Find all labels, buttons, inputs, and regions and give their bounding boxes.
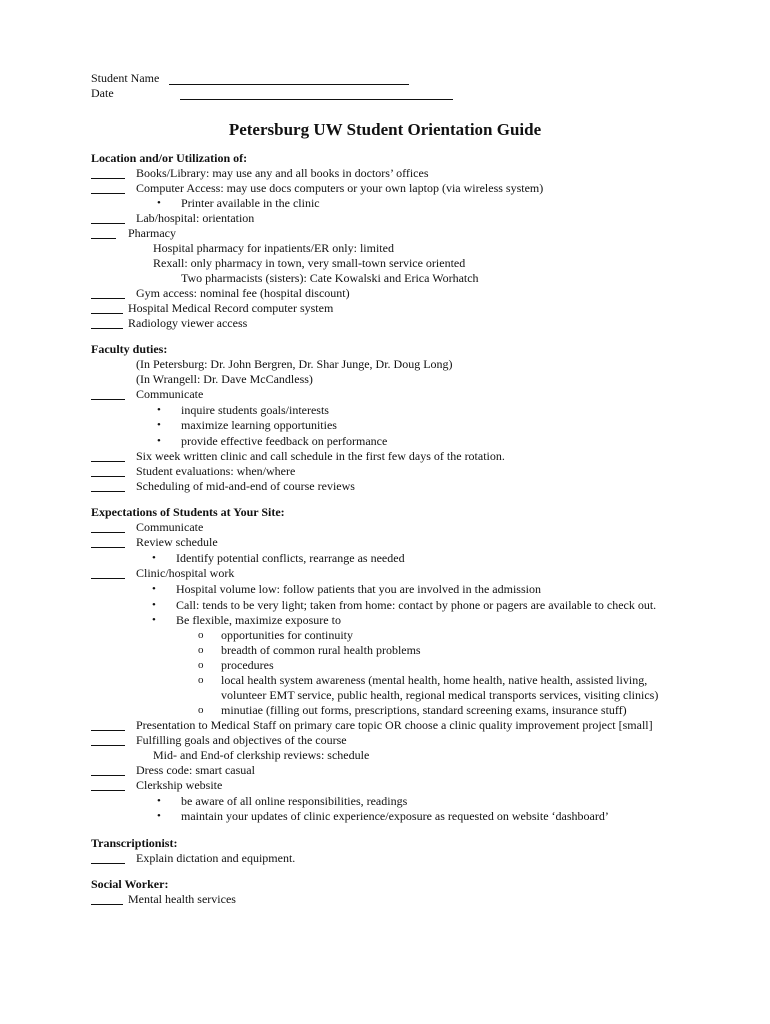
checkbox-blank[interactable]	[91, 491, 125, 492]
list-item: provide effective feedback on performance	[181, 434, 388, 448]
checkbox-blank[interactable]	[91, 578, 125, 579]
expectations-heading: Expectations of Students at Your Site:	[91, 505, 285, 519]
list-item: minutiae (filling out forms, prescriptions, standard screening exams, insurance stuff)	[221, 703, 627, 717]
list-item: Pharmacy	[128, 226, 176, 240]
bullet-icon: •	[157, 810, 161, 822]
list-item: Lab/hospital: orientation	[136, 211, 255, 225]
list-item: Six week written clinic and call schedule in the first few days of the rotation.	[136, 449, 505, 463]
location-heading: Location and/or Utilization of:	[91, 151, 248, 165]
transcriptionist-heading: Transcriptionist:	[91, 836, 178, 850]
checkbox-blank[interactable]	[91, 790, 125, 791]
list-item: breadth of common rural health problems	[221, 643, 421, 657]
list-item: opportunities for continuity	[221, 628, 353, 642]
bullet-icon: •	[157, 419, 161, 431]
checkbox-blank[interactable]	[91, 193, 125, 194]
list-item: inquire students goals/interests	[181, 403, 329, 417]
checkbox-blank[interactable]	[91, 476, 125, 477]
list-item: Fulfilling goals and objectives of the course	[136, 733, 347, 747]
checkbox-blank[interactable]	[91, 313, 123, 314]
list-item: Printer available in the clinic	[181, 196, 320, 210]
list-item: Mid- and End-of clerkship reviews: schedule	[153, 748, 370, 762]
bullet-icon: •	[157, 404, 161, 416]
bullet-icon: •	[157, 795, 161, 807]
faculty-heading: Faculty duties:	[91, 342, 168, 356]
checkbox-blank[interactable]	[91, 298, 125, 299]
list-item: local health system awareness (mental health, home health, native health, assisted living,	[221, 673, 648, 687]
checkbox-blank[interactable]	[91, 863, 125, 864]
list-item: Explain dictation and equipment.	[136, 851, 296, 865]
circle-bullet-icon: o	[198, 674, 204, 686]
circle-bullet-icon: o	[198, 629, 204, 641]
list-item: Hospital pharmacy for inpatients/ER only: limited	[153, 241, 394, 255]
checkbox-blank[interactable]	[91, 328, 123, 329]
list-item: Gym access: nominal fee (hospital discount)	[136, 286, 350, 300]
list-item: maintain your updates of clinic experience/exposure as requested on website ‘dashboard’	[181, 809, 609, 823]
list-item: Clerkship website	[136, 778, 223, 792]
list-item: Books/Library: may use any and all books in doctors’ offices	[136, 166, 429, 180]
list-item: Presentation to Medical Staff on primary care topic OR choose a clinic quality improvement project [small]	[136, 718, 653, 732]
bullet-icon: •	[152, 614, 156, 626]
list-item: Be flexible, maximize exposure to	[176, 613, 341, 627]
student-name-label: Student Name	[91, 71, 160, 85]
list-item: Scheduling of mid-and-end of course reviews	[136, 479, 355, 493]
list-item: volunteer EMT service, public health, regional medical transports services, visiting clinics)	[221, 688, 659, 702]
list-item: Computer Access: may use docs computers or your own laptop (via wireless system)	[136, 181, 544, 195]
circle-bullet-icon: o	[198, 704, 204, 716]
list-item: maximize learning opportunities	[181, 418, 337, 432]
bullet-icon: •	[152, 552, 156, 564]
checkbox-blank[interactable]	[91, 904, 123, 905]
checkbox-blank[interactable]	[91, 745, 125, 746]
list-item: (In Petersburg: Dr. John Bergren, Dr. Shar Junge, Dr. Doug Long)	[136, 357, 453, 371]
list-item: Dress code: smart casual	[136, 763, 255, 777]
checkbox-blank[interactable]	[91, 775, 125, 776]
list-item: Mental health services	[128, 892, 236, 906]
list-item: be aware of all online responsibilities, readings	[181, 794, 408, 808]
date-field[interactable]	[180, 99, 453, 100]
student-name-field[interactable]	[169, 84, 409, 85]
list-item: Radiology viewer access	[128, 316, 248, 330]
bullet-icon: •	[157, 435, 161, 447]
list-item: Communicate	[136, 520, 204, 534]
social-worker-heading: Social Worker:	[91, 877, 169, 891]
list-item: Communicate	[136, 387, 204, 401]
list-item: Review schedule	[136, 535, 218, 549]
checkbox-blank[interactable]	[91, 547, 125, 548]
checkbox-blank[interactable]	[91, 238, 116, 239]
list-item: Identify potential conflicts, rearrange as needed	[176, 551, 405, 565]
circle-bullet-icon: o	[198, 644, 204, 656]
page-title: Petersburg UW Student Orientation Guide	[228, 120, 542, 139]
bullet-icon: •	[157, 197, 161, 209]
date-label: Date	[91, 86, 114, 100]
list-item: procedures	[221, 658, 274, 672]
checkbox-blank[interactable]	[91, 178, 125, 179]
list-item: Hospital volume low: follow patients that you are involved in the admission	[176, 582, 541, 596]
checkbox-blank[interactable]	[91, 730, 125, 731]
bullet-icon: •	[152, 583, 156, 595]
checkbox-blank[interactable]	[91, 223, 125, 224]
checkbox-blank[interactable]	[91, 532, 125, 533]
list-item: Clinic/hospital work	[136, 566, 235, 580]
checkbox-blank[interactable]	[91, 399, 125, 400]
bullet-icon: •	[152, 599, 156, 611]
checkbox-blank[interactable]	[91, 461, 125, 462]
list-item: (In Wrangell: Dr. Dave McCandless)	[136, 372, 313, 386]
circle-bullet-icon: o	[198, 659, 204, 671]
list-item: Two pharmacists (sisters): Cate Kowalski and Erica Worhatch	[181, 271, 479, 285]
list-item: Rexall: only pharmacy in town, very small-town service oriented	[153, 256, 466, 270]
list-item: Student evaluations: when/where	[136, 464, 296, 478]
list-item: Hospital Medical Record computer system	[128, 301, 334, 315]
list-item: Call: tends to be very light; taken from home: contact by phone or pagers are available to check out.	[176, 598, 657, 612]
